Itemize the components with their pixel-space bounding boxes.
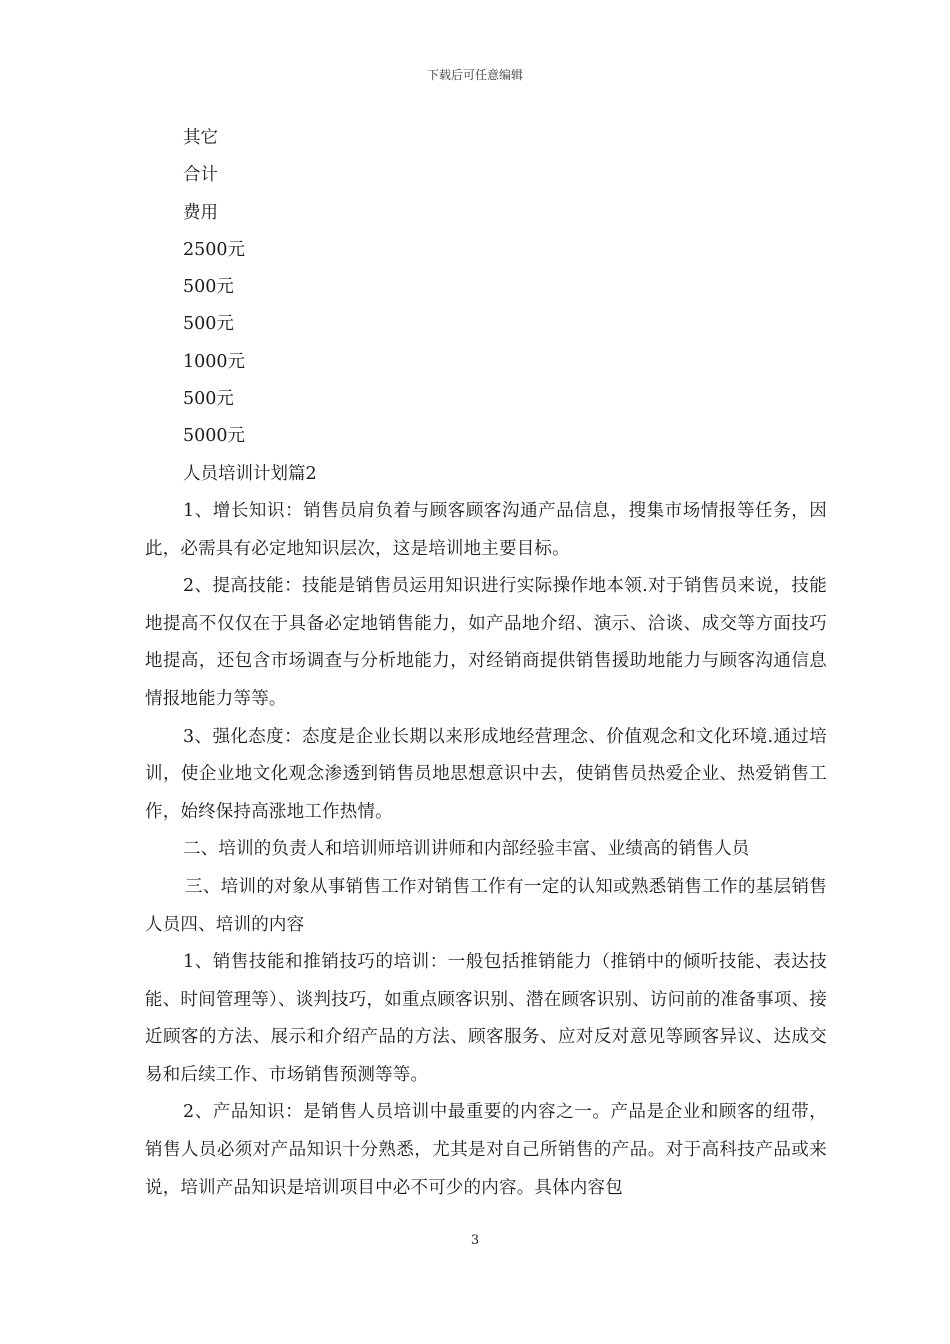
paragraph: 二、培训的负责人和培训师培训讲师和内部经验丰富、业绩高的销售人员 — [183, 839, 750, 860]
text-line-other: 其它 — [183, 128, 218, 148]
page-number: 3 — [470, 1233, 480, 1248]
paragraph: 三、培训的对象从事销售工作对销售工作有一定的认知或熟悉销售工作的基层销售人员四、培训的内容 — [145, 876, 827, 935]
text-line-total: 合计 — [183, 165, 218, 186]
paragraph: 1、增长知识：销售员肩负着与顾客顾客沟通产品信息，搜集市场情报等任务，因此，必需具有必定地知识层次，这是培训地主要目标。 — [145, 500, 827, 559]
text-line-amount: 5000元 — [183, 426, 246, 447]
page-header-note: 下载后可任意编辑 — [426, 68, 523, 82]
text-line-amount: 1000元 — [183, 351, 246, 372]
text-line-amount: 2500元 — [183, 239, 246, 260]
paragraph: 3、强化态度：态度是企业长期以来形成地经营理念、价值观念和文化环境.通过培训，使企业地文化观念渗透到销售员地思想意识中去，使销售员热爱企业、热爱销售工作，始终保持高涨地工作热情。 — [145, 726, 827, 822]
paragraph: 1、销售技能和推销技巧的培训：一般包括推销能力（推销中的倾听技能、表达技能、时间管理等）、谈判技巧，如重点顾客识别、潜在顾客识别、访问前的准备事项、接近顾客的方法、展示和介绍产品的方法、顾客服务、应对反对意见等顾客异议、达成交易和后续工作、市场销售预测等等。 — [145, 952, 827, 1085]
document-body — [145, 120, 827, 1207]
text-line-amount: 500元 — [183, 277, 234, 298]
text-line-amount: 500元 — [183, 314, 234, 335]
paragraph: 2、提高技能：技能是销售员运用知识进行实际操作地本领.对于销售员来说，技能地提高不仅仅在于具备必定地销售能力，如产品地介绍、演示、洽谈、成交等方面技巧地提高，还包含市场调查与分析地能力，对经销商提供销售援助地能力与顾客沟通信息情报地能力等等。 — [145, 576, 827, 709]
section-title: 人员培训计划篇2 — [183, 463, 317, 484]
text-line-amount: 500元 — [183, 389, 234, 410]
text-line-cost: 费用 — [183, 202, 218, 223]
paragraph: 2、产品知识：是销售人员培训中最重要的内容之一。产品是企业和顾客的纽带，销售人员必须对产品知识十分熟悉，尤其是对自己所销售的产品。对于高科技产品或来说，培训产品知识是培训项目中必不可少的内容。具体内容包 — [145, 1102, 827, 1198]
